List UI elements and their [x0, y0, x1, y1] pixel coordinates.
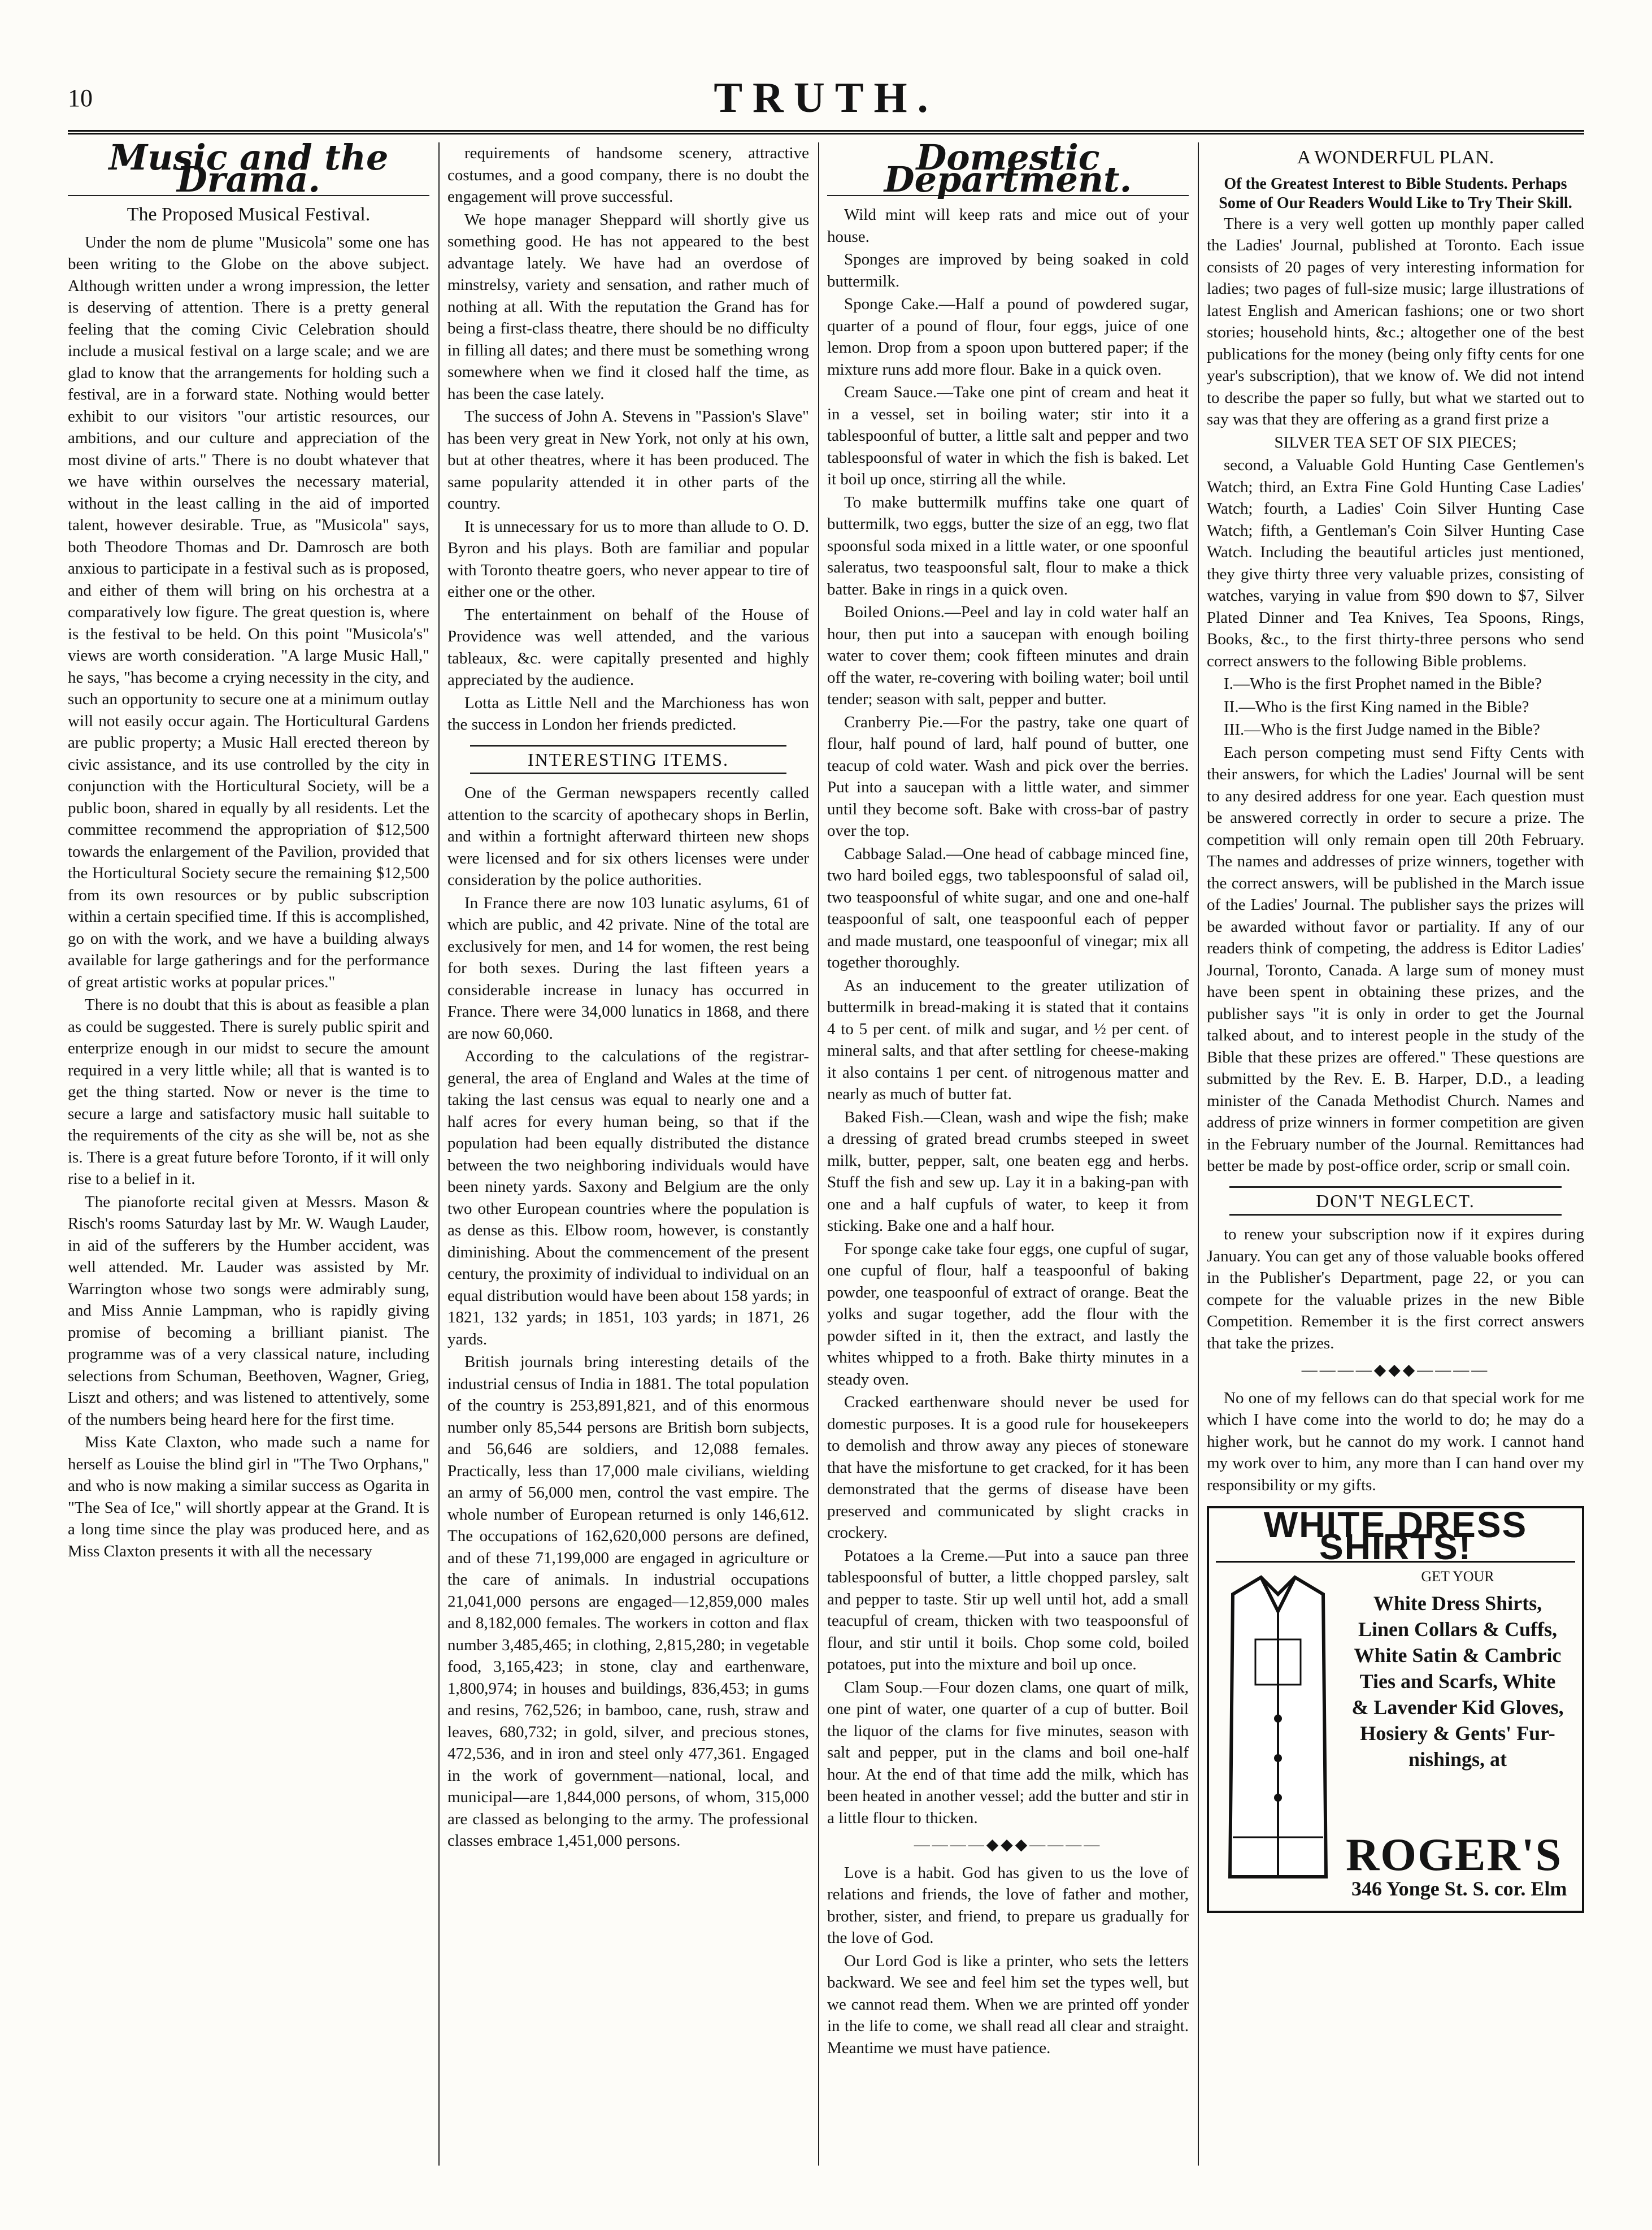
ad-title: WHITE DRESS SHIRTS! [1216, 1514, 1575, 1563]
question: III.—Who is the first Judge named in the Bible? [1224, 721, 1540, 739]
page-number: 10 [68, 84, 93, 112]
paragraph: to renew your subscription now if it expires during January. You can get any of those valuable books offered in the Publisher's Department, page 22, or you can compete for the valuable prizes in the new Bible Competition. Remember it is the first correct answers that take the prizes. [1207, 1225, 1584, 1352]
paragraph: It is unnecessary for us to more than allude to O. D. Byron and his plays. Both are familiar and popular with Toronto theatre goers, who never appear to tire of either one or the other. [447, 517, 809, 601]
columns [68, 142, 1584, 2166]
paragraph: For sponge cake take four eggs, one cupful of sugar, one cupful of flour, half a teaspoonful of baking powder, one teaspoonful of extract of orange. Beat the yolks and sugar together, add the flour with the powder sifted in it, then the extract, and lastly the whites whipped to a froth. Bake thirty minutes in a steady oven. [827, 1239, 1189, 1389]
article-title-plan: A WONDERFUL PLAN. [1297, 147, 1494, 168]
paragraph: Clam Soup.—Four dozen clams, one quart of milk, one pint of water, one quarter of a cup of butter. Boil the liquor of the clams for five minutes, season with salt and pepper, put in the clams and boil one-half hour. At the end of that time add the milk, which has been heated in another vessel; add the butter and stir in a little flour to thicken. [827, 1678, 1189, 1827]
ad-body [1216, 1566, 1575, 1905]
paragraph: The entertainment on behalf of the House of Providence was well attended, and the various tableaux, &c. were capitally presented and highly appreciated by the audience. [447, 605, 809, 689]
column-drama-items [447, 142, 809, 2166]
paragraph: There is no doubt that this is about as feasible a plan as could be suggested. There is surely public spirit and enterprize enough in our midst to secure the amount required in a very little while; all that is wanted is to get the thing started. Now or never is the time to secure a large and satisfactory music hall suitable to the requirements of the city as she will be, not as she is. There is a great future before Toronto, if it will only rise to a belief in it. [68, 996, 429, 1188]
article-subhead: Of the Greatest Interest to Bible Students. Perhaps Some of Our Readers Would Like to Try Their Skill. [1219, 175, 1572, 212]
section-title-domestic: Domestic Department. [827, 147, 1189, 196]
question: II.—Who is the first King named in the Bible? [1224, 697, 1529, 716]
masthead-title: TRUTH. [714, 74, 938, 122]
question: I.—Who is the first Prophet named in the Bible? [1224, 675, 1542, 693]
ad-line: White Satin & Cambric [1354, 1643, 1562, 1667]
paragraph: As an inducement to the greater utilization of buttermilk in bread-making it is stated that it contains 4 to 5 per cent. of milk and sugar, and ½ per cent. of mineral salts, and that after settling for cheese-making it also contains 1 per cent. of nitrogenous matter and nearly as much of butter fat. [827, 976, 1189, 1103]
paragraph: Love is a habit. God has given to us the love of relations and friends, the love of father and mother, brother, sister, and friend, to prepare us gradually for the love of God. [827, 1863, 1189, 1947]
paragraph: Under the nom de plume "Musicola" some one has been writing to the Globe on the above subject. Although written under a wrong impression, the letter is deserving of attention. There is a pretty general feeling that the coming Civic Celebration should include a musical festival on a large scale; and we are glad to know that the arrangements for holding such a festival, are in a forward state. Nothing would better exhibit to our visitors "our artistic resources, our ambitions, and our culture and appreciation of the most divine of arts." There is no doubt whatever that we have within ourselves the necessary material, without in the least calling in the aid of imported talent, however desirable. True, as "Musicola" says, both Theodore Thomas and Dr. Damrosch are both anxious to participate in a festival such as is proposed, and either of them will bring on his orchestra at a comparatively low figure. The great question is, where is the festival to be held. On this point "Musicola's" views are worth consideration. "A large Music Hall," he says, "has become a crying necessity in the city, and such an opportunity to secure one at a minimum outlay will not easily occur again. The Horticultural Gardens are public property; a Music Hall erected thereon by civic assistance, and its use controlled by the city in conjunction with the Horticultural Society, will be a public boon, shared in equally by all residents. Let the committee recommend the appropriation of $12,500 towards the enlargement of the Pavilion, provided that the Horticultural Society secure the remaining $12,500 from its own resources or by public subscription within a certain specified time. If this is accomplished, go on with the work, and we have a building always available for large gatherings and for the performance of great artistic works at popular prices." [68, 233, 429, 991]
paragraph: Wild mint will keep rats and mice out of your house. [827, 206, 1189, 246]
column-domestic [827, 142, 1189, 2166]
section-title-music: Music and the Drama. [68, 147, 429, 196]
paragraph: No one of my fellows can do that special work for me which I have come into the world to do; he may do a higher work, but he cannot do my work. I cannot hand my work over to him, any more than I can hand over my responsibility or my gifts. [1207, 1389, 1584, 1494]
ad-line: & Lavender Kid Gloves, [1351, 1695, 1564, 1719]
paragraph: Sponge Cake.—Half a pound of powdered sugar, quarter of a pound of flour, four eggs, juice of one lemon. Drop from a spoon upon buttered paper; if the mixture runs add more flour. Bake in a quick oven. [827, 295, 1189, 379]
paragraph: Potatoes a la Creme.—Put into a sauce pan three tablespoonsful of butter, a little chopped parsley, salt and pepper to taste. Stir up well until hot, add a small teacupful of cream, thicken with two teaspoonsful of flour, and stir until it boils. Chop some cold, boiled potatoes, put into the mixture and boil up once. [827, 1546, 1189, 1673]
ad-shop-name: ROGER'S [1346, 1828, 1563, 1880]
advertisement-shirts [1207, 1506, 1584, 1913]
paragraph: There is a very well gotten up monthly paper called the Ladies' Journal, published at Toronto. Each issue consists of 20 pages of very interesting information for ladies; two pages of full-size music; large illustrations of latest English and American fashions; one or two short stories; household hints, &c.; altogether one of the best publications for the money (being only fifty cents for one year's subscription), that we know of. We did not intend to describe the paper so fully, but what we started out to say was that they are offering as a grand first prize a [1207, 214, 1584, 428]
paragraph: Cream Sauce.—Take one pint of cream and heat it in a vessel, set in boiling water; stir into it a tablespoonful of butter, a little salt and pepper and two tablespoonsful of water in which the fish is baked. Let it boil up once, stirring all the while. [827, 383, 1189, 488]
paragraph: We hope manager Sheppard will shortly give us something good. He has not appeared to the best advantage lately. We have had an overdose of minstrelsy, variety and sensation, and rather much of nothing at all. With the reputation the Grand has for being a first-class theatre, there should be no difficulty in filling all dates; and there must be something wrong somewhere when we find it closed half the time, as has been the case lately. [447, 210, 809, 403]
paragraph: Each person competing must send Fifty Cents with their answers, for which the Ladies' Journal will be sent to any desired address for one year. Each question must be answered correctly in order to secure a prize. The competition will only remain open till 20th February. The names and addresses of prize winners, together with the correct answers, will be published in the March issue of the Ladies' Journal. The publisher says the prizes will be awarded without favor or partiality. If any of our readers think of competing, the address is Editor Ladies' Journal, Toronto, Canada. A large sum of money must have been spent in obtaining these prizes, and the publisher says "it is only in order to get the Journal talked about, and to interest people in the study of the Bible that these prizes are offered." These questions are submitted by the Rev. E. B. Harper, D.D., a leading minister of the Canada Methodist Church. Names and address of prize winners in former competition are given in the February number of the Journal. Remittances had better be made by post-office order, scrip or small coin. [1207, 743, 1584, 1175]
divider-ornament: ————◆◆◆———— [914, 1836, 1102, 1854]
paragraph: Lotta as Little Nell and the Marchioness has won the success in London her friends predicted. [447, 693, 809, 734]
newspaper-page [68, 68, 1584, 2170]
article-title-neglect: DON'T NEGLECT. [1229, 1186, 1562, 1216]
ad-lines [1340, 1590, 1575, 1772]
ad-line: White Dress Shirts, [1373, 1591, 1542, 1615]
paragraph: Our Lord God is like a printer, who sets the letters backward. We see and feel him set the types well, but we cannot read them. When we are printed off yonder in the life to come, we shall read all clear and straight. Meantime we must have patience. [827, 1951, 1189, 2057]
paragraph: Baked Fish.—Clean, wash and wipe the fish; make a dressing of grated bread crumbs steeped in sweet milk, butter, pepper, salt, one beaten egg and herbs. Stuff the fish and sew up. Lay it in a baking-pan with one and a half cupfuls of water, to keep it from sticking. Bake one and a half hour. [827, 1108, 1189, 1235]
paragraph: Cracked earthenware should never be used for domestic purposes. It is a good rule for housekeepers to demolish and throw away any pieces of stoneware that have the misfortune to get cracked, for it has been demonstrated that the germs of disease have been preserved and communicated by slight cracks in crockery. [827, 1393, 1189, 1542]
ad-line: Hosiery & Gents' Fur- [1360, 1721, 1555, 1745]
ad-address: 346 Yonge St. S. cor. Elm [1351, 1877, 1567, 1900]
paragraph: According to the calculations of the registrar-general, the area of England and Wales at the time of taking the last census was equal to nearly one and a half acres for every human being, so that if the population had been equally distributed the distance between the two neighboring individuals would have been ninety yards. Saxony and Belgium are the only two other European countries where the population is as dense as this. Elbow room, however, is constantly diminishing. About the commencement of the present century, the proximity of individual to individual on an equal distribution would have been about 158 yards; in 1821, 132 yards; in 1851, 103 yards; in 1871, 26 yards. [447, 1047, 809, 1348]
paragraph: To make buttermilk muffins take one quart of buttermilk, two eggs, butter the size of an egg, two flat spoonsful soda mixed in a little water, or one spoonful saleratus, two teaspoonsful salt, flour to make a thick batter. Bake in rings in a quick oven. [827, 493, 1189, 598]
paragraph: Cabbage Salad.—One head of cabbage minced fine, two hard boiled eggs, two tablespoonsful of salad oil, two teaspoonsful of white sugar, and one and one-half teaspoonful of salt, one teaspoonful each of pepper and made mustard, one teaspoonful of vinegar; mix all together thoroughly. [827, 844, 1189, 971]
paragraph: The success of John A. Stevens in "Passion's Slave" has been very great in New York, not only at his own, but at other theatres, where it has been produced. The same popularity attended it in other parts of the country. [447, 407, 809, 513]
page-header [68, 68, 1584, 135]
column-rule [818, 142, 819, 2166]
article-title-festival: The Proposed Musical Festival. [127, 204, 371, 225]
divider-ornament: ————◆◆◆———— [1301, 1361, 1490, 1379]
paragraph: requirements of handsome scenery, attractive costumes, and a good company, there is no doubt the engagement will prove successful. [447, 144, 809, 206]
ad-line: Ties and Scarfs, White [1359, 1669, 1556, 1693]
section-title-items: INTERESTING ITEMS. [470, 745, 786, 775]
paragraph: Sponges are improved by being soaked in cold buttermilk. [827, 250, 1189, 290]
column-rule [1198, 142, 1199, 2166]
paragraph: Cranberry Pie.—For the pastry, take one quart of flour, half pound of lard, half pound of butter, one teacup of cold water. Wash and pick over the berries. Put into a saucepan with a little water, and simmer until they become soft. Bake with cross-bar of pastry over the top. [827, 713, 1189, 840]
column-music [68, 142, 429, 2166]
paragraph: In France there are now 103 lunatic asylums, 61 of which are public, and 42 private. Nine of the total are exclusively for men, and 14 for women, the rest being for both sexes. During the last fifteen years a considerable increase in lunacy has occurred in France. There were 34,000 lunatics in 1868, and there are now 60,060. [447, 893, 809, 1043]
paragraph: second, a Valuable Gold Hunting Case Gentlemen's Watch; third, an Extra Fine Gold Hunting Case Ladies' Watch; fourth, a Ladies' Coin Silver Hunting Case Watch; fifth, a Gentleman's Coin Silver Hunting Case Watch. Including the beautiful articles just mentioned, they give thirty three very valuable prizes, consisting of watches, varying in value from $90 down to $7, Silver Plated Dinner and Tea Knives, Tea Spoons, Rings, Books, &c., to the first thirty-three persons who send correct answers to the following Bible problems. [1207, 456, 1584, 670]
paragraph: The pianoforte recital given at Messrs. Mason & Risch's rooms Saturday last by Mr. W. Waugh Lauder, in aid of the sufferers by the Humber accident, was well attended. Mr. Lauder was assisted by Mr. Warrington whose two songs were admirably sung, and Miss Annie Lampman, who is rapidly giving promise of becoming a brilliant pianist. The programme was of a very classical nature, including selections from Schuman, Beethoven, Wagner, Grieg, Liszt and others; and was listened to attentively, some of the numbers being heard here for the first time. [68, 1192, 429, 1429]
paragraph: Miss Kate Claxton, who made such a name for herself as Louise the blind girl in "The Two Orphans," and who is now making a similar success as Ogarita in "The Sea of Ice," will shortly appear at the Grand. It is a long time since the play was produced here, and as Miss Claxton presents it with all the necessary [68, 1433, 429, 1560]
paragraph: Boiled Onions.—Peel and lay in cold water half an hour, then put into a saucepan with enough boiling water to cover them; cook fifteen minutes and drain off the water, re-covering with boiling water; boil until tender; season with salt, pepper and butter. [827, 603, 1189, 708]
paragraph: British journals bring interesting details of the industrial census of India in 1881. The total population of the country is 253,891,821, and of this enormous number only 85,544 persons are British born subjects, and 56,646 are soldiers, and 12,088 females. Practically, less than 17,000 male civilians, wielding an army of 56,000 men, control the vast empire. The whole number of European returned is only 146,612. The occupations of 162,620,000 persons are defined, and of these 71,199,000 are engaged in agriculture or the care of animals. In industrial occupations 21,041,000 persons are engaged—12,859,000 males and 8,182,000 females. The workers in cotton and flax number 3,485,465; in clothing, 2,815,280; in vegetable food, 3,165,423; in stone, clay and earthenware, 1,800,974; in houses and buildings, 836,453; in gums and resins, 762,526; in bamboo, cane, rush, straw and leaves, 680,732; in gold, silver, and precious stones, 472,536, and in iron and steel only 477,361. Engaged in the work of government—national, local, and municipal—are 1,844,000 persons, of whom, 315,000 are classed as belonging to the army. The professional classes embrace 1,451,000 persons. [447, 1353, 809, 1850]
ad-get-your: GET YOUR [1421, 1568, 1494, 1585]
column-plan-ad [1207, 142, 1584, 2166]
column-rule [438, 142, 440, 2166]
ad-line: Linen Collars & Cuffs, [1358, 1617, 1558, 1641]
ad-line: nishings, at [1408, 1747, 1507, 1771]
paragraph: One of the German newspapers recently called attention to the scarcity of apothecary shops in Berlin, and within a fortnight afterward thirteen new shops were licensed and for six others licenses were under consideration by the police authorities. [447, 784, 809, 889]
prize-heading: SILVER TEA SET OF SIX PIECES; [1274, 433, 1517, 452]
shirt-illustration-icon [1221, 1572, 1334, 1888]
